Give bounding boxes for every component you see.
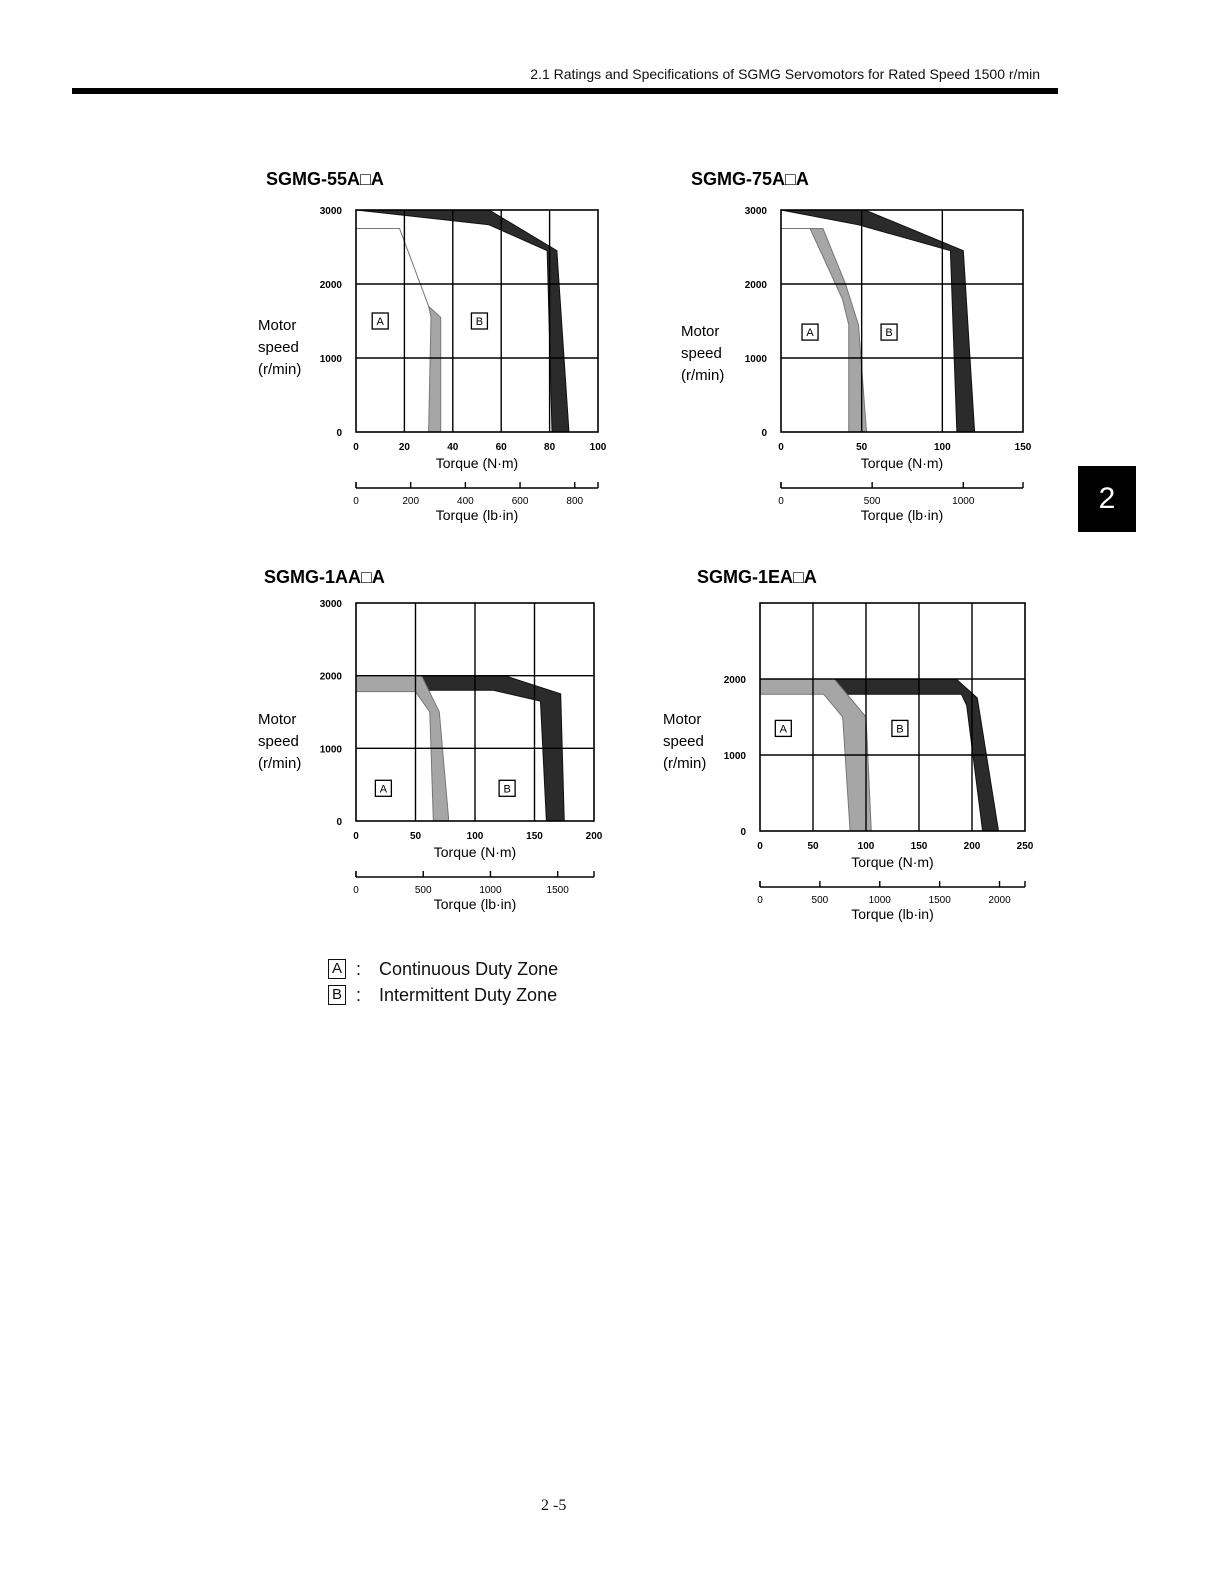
x-tick-label: 0 — [757, 841, 763, 852]
y-tick-label: 1000 — [319, 354, 342, 365]
legend-colon: : — [356, 984, 362, 1005]
x-tick-label: 0 — [353, 831, 359, 842]
y-axis-label: speed — [663, 733, 704, 750]
continuous-duty-zone — [781, 229, 867, 433]
x-tick-label: 20 — [398, 442, 410, 453]
zone-label: A — [376, 316, 384, 328]
legend-box-a: A — [328, 959, 346, 979]
chart-title: SGMG-1EA□A — [697, 567, 817, 587]
y-tick-label: 0 — [761, 428, 767, 439]
y-tick-label: 3000 — [744, 206, 767, 217]
x-tick-label: 100 — [589, 442, 607, 453]
x-tick-label: 50 — [409, 831, 422, 842]
x2-tick-label: 0 — [353, 885, 359, 896]
x-tick-label: 150 — [910, 841, 928, 852]
x-axis-label: Torque (N·m) — [860, 455, 944, 471]
x-tick-label: 0 — [778, 442, 784, 453]
y-axis-label: Motor — [258, 711, 297, 728]
x-tick-label: 200 — [585, 831, 603, 842]
y-tick-label: 2000 — [723, 675, 746, 686]
x-tick-label: 150 — [1014, 442, 1032, 453]
x2-axis-label: Torque (lb·in) — [851, 906, 934, 922]
y-axis-label: (r/min) — [258, 755, 302, 772]
x-tick-label: 100 — [466, 831, 484, 842]
x-tick-label: 40 — [447, 442, 459, 453]
y-tick-label: 0 — [336, 428, 342, 439]
x2-axis-label: Torque (lb·in) — [435, 507, 519, 523]
y-tick-label: 0 — [740, 827, 746, 838]
legend-item-continuous — [328, 956, 558, 982]
x2-tick-label: 400 — [457, 496, 474, 507]
legend-box-b: B — [328, 985, 346, 1005]
intermittent-duty-zone — [781, 210, 975, 432]
chart-sgmg-55a — [250, 160, 620, 540]
y-axis-label: (r/min) — [663, 755, 707, 772]
zone-label: B — [885, 327, 893, 340]
y-axis-label: Motor — [663, 711, 702, 728]
x-tick-label: 60 — [495, 442, 507, 453]
x2-tick-label: 0 — [757, 895, 763, 906]
x-tick-label: 100 — [857, 841, 875, 852]
x-axis-label: Torque (N·m) — [851, 854, 934, 870]
zone-label: B — [475, 316, 484, 328]
header-rule — [72, 88, 1058, 94]
x2-tick-label: 0 — [353, 496, 359, 507]
legend-item-intermittent — [328, 982, 558, 1008]
zone-label: B — [896, 723, 904, 736]
zone-label: A — [779, 723, 787, 736]
chart-sgmg-1aa — [250, 558, 620, 938]
page-header: 2.1 Ratings and Specifications of SGMG Servomotors for Rated Speed 1500 r/min — [530, 66, 1040, 82]
x2-tick-label: 600 — [511, 496, 529, 507]
x2-tick-label: 1000 — [868, 895, 891, 906]
chart-sgmg-1ea — [655, 558, 1045, 938]
x-tick-label: 150 — [526, 831, 543, 842]
x2-tick-label: 800 — [566, 496, 584, 507]
x-tick-label: 50 — [856, 442, 868, 453]
x-tick-label: 200 — [963, 841, 981, 852]
y-tick-label: 3000 — [319, 206, 342, 217]
zone-label: B — [503, 783, 511, 796]
x2-tick-label: 1000 — [479, 885, 502, 896]
x2-axis-label: Torque (lb·in) — [860, 507, 944, 523]
chart-sgmg-75a — [675, 160, 1045, 540]
y-tick-label: 0 — [336, 817, 342, 828]
zone-label: A — [379, 783, 388, 796]
x2-tick-label: 500 — [414, 885, 432, 896]
continuous-duty-zone — [356, 229, 441, 433]
x2-tick-label: 1500 — [546, 885, 569, 896]
zone-label: A — [806, 327, 814, 340]
y-axis-label: (r/min) — [681, 367, 725, 384]
x2-tick-label: 2000 — [988, 895, 1011, 906]
y-tick-label: 1000 — [723, 751, 746, 762]
x-tick-label: 250 — [1016, 841, 1034, 852]
chapter-tab: 2 — [1078, 466, 1136, 532]
x2-tick-label: 1500 — [928, 895, 951, 906]
x-tick-label: 0 — [353, 442, 359, 453]
y-axis-label: (r/min) — [258, 361, 302, 378]
y-axis-label: speed — [258, 733, 299, 750]
x2-tick-label: 1000 — [952, 496, 975, 507]
x2-tick-label: 500 — [811, 895, 829, 906]
x-axis-label: Torque (N·m) — [433, 844, 517, 860]
chart-title: SGMG-55A□A — [266, 169, 384, 189]
y-axis-label: Motor — [681, 323, 720, 340]
y-tick-label: 1000 — [319, 744, 342, 756]
x2-axis-label: Torque (lb·in) — [433, 896, 517, 912]
legend-label-continuous: Continuous Duty Zone — [379, 958, 559, 979]
chart-title: SGMG-1AA□A — [264, 567, 385, 587]
x-tick-label: 100 — [933, 442, 951, 453]
x-axis-label: Torque (N·m) — [435, 455, 519, 471]
y-tick-label: 3000 — [319, 599, 342, 610]
y-axis-label: speed — [681, 345, 722, 362]
legend-colon: : — [356, 958, 362, 979]
x2-tick-label: 200 — [402, 496, 420, 507]
x-tick-label: 80 — [544, 442, 556, 453]
y-tick-label: 1000 — [744, 354, 767, 365]
y-tick-label: 2000 — [744, 280, 767, 291]
x2-tick-label: 0 — [778, 496, 784, 507]
y-axis-label: speed — [258, 339, 299, 356]
x-tick-label: 50 — [807, 841, 819, 852]
page-number: 2 -5 — [541, 1497, 567, 1514]
legend-label-intermittent: Intermittent Duty Zone — [379, 984, 558, 1005]
y-tick-label: 2000 — [319, 671, 342, 683]
chart-title: SGMG-75A□A — [691, 169, 809, 189]
y-tick-label: 2000 — [319, 280, 342, 291]
y-axis-label: Motor — [258, 317, 297, 334]
legend — [328, 956, 558, 1008]
x2-tick-label: 500 — [863, 496, 881, 507]
